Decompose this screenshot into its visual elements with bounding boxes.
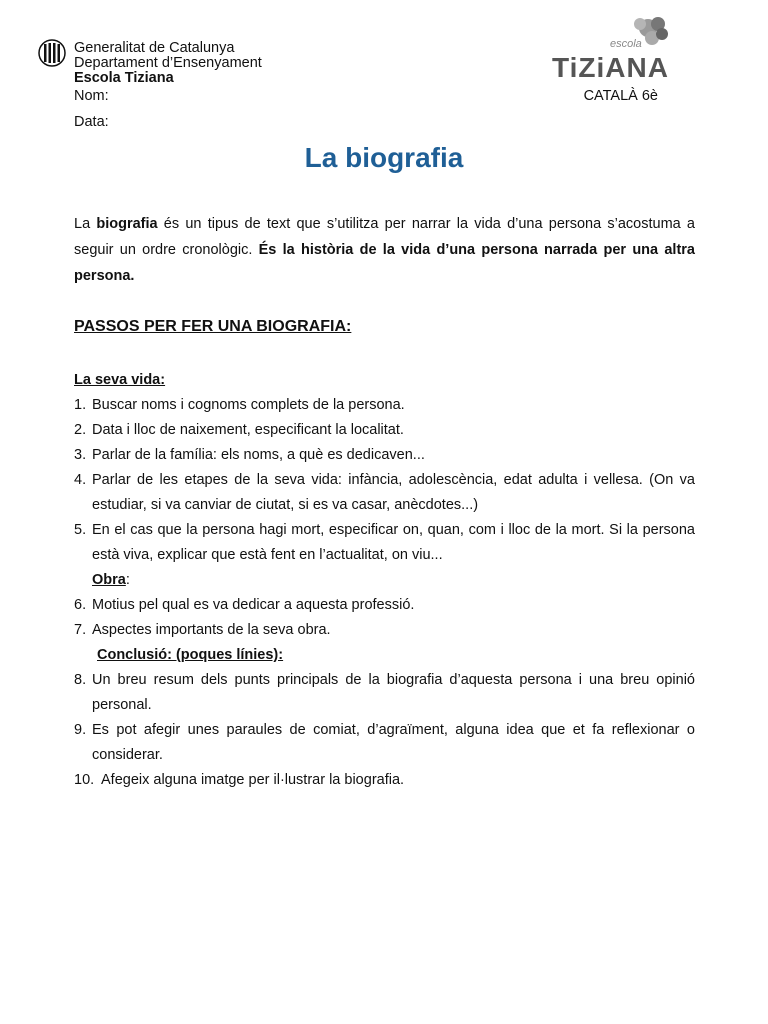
date-field-label: Data: (74, 114, 109, 130)
subheading-work (74, 568, 695, 593)
item-number: 5. (74, 522, 87, 538)
item-text: Un breu resum dels punts principals de la biografia d’aquesta persona i una breu opinió personal. (92, 672, 695, 713)
list-item (74, 393, 695, 418)
list-item (74, 518, 695, 568)
item-number: 8. (74, 672, 87, 688)
intro-bold-definition: És la història de la vida d’una persona narrada per una altra persona. (74, 242, 695, 284)
logo-small-text: escola (610, 38, 642, 50)
item-text: Parlar de la família: els noms, a què es dedicaven... (92, 447, 425, 463)
subheading-conclusion-row (74, 643, 695, 668)
name-field-label: Nom: (74, 88, 109, 104)
list-item (74, 618, 695, 643)
item-text: Es pot afegir unes paraules de comiat, d’agraïment, alguna idea que et fa reflexionar o considerar. (92, 722, 695, 763)
item-number: 3. (74, 447, 87, 463)
subheading-life: La seva vida: (74, 372, 166, 388)
item-text: En el cas que la persona hagi mort, especificar on, quan, com i lloc de la mort. Si la persona està viva, explicar que està fent en l’actualitat, on viu... (92, 522, 695, 563)
item-number: 4. (74, 472, 87, 488)
list-item (74, 718, 695, 768)
page-title: La biografia (304, 142, 464, 173)
institution-block (74, 41, 262, 86)
item-number: 10. (74, 772, 95, 788)
list-item (74, 593, 695, 618)
item-text: Data i lloc de naixement, especificant la localitat. (92, 422, 404, 438)
item-number: 7. (74, 622, 87, 638)
intro-bold-term: biografia (96, 216, 158, 232)
intro-paragraph (74, 211, 695, 289)
item-text: Motius pel qual es va dedicar a aquesta professió. (92, 597, 415, 613)
logo-big-text: TiZiANA (552, 52, 669, 83)
list-item (74, 468, 695, 518)
list-item (74, 768, 695, 793)
item-number: 6. (74, 597, 87, 613)
item-text: Afegeix alguna imatge per il·lustrar la biografia. (101, 772, 405, 788)
intro-text-a: La (74, 216, 97, 232)
intro-text-b: és un tipus de text que s’utilitza per narrar la vida d’una persona s’acostuma a seguir un ordre cronològic. (74, 216, 695, 258)
item-text: Parlar de les etapes de la seva vida: infància, adolescència, edat adulta i vellesa. (On va estudiar, si va canviar de ciutat, si es va casar, anècdotes...) (92, 472, 695, 513)
list-item (74, 668, 695, 718)
item-text: Buscar noms i cognoms complets de la persona. (92, 397, 405, 413)
item-number: 1. (74, 397, 87, 413)
subheading-work-label: Obra (92, 572, 126, 588)
steps-list (74, 368, 695, 793)
item-text: Aspectes importants de la seva obra. (92, 622, 331, 638)
list-item (74, 418, 695, 443)
section-heading: PASSOS PER FER UNA BIOGRAFIA: (74, 318, 352, 335)
institution-line-2: Departament d’Ensenyament (74, 55, 262, 71)
subheading-conclusion: Conclusió: (poques línies): (97, 647, 284, 663)
generalitat-logo-icon (38, 39, 66, 67)
item-number: 9. (74, 722, 87, 738)
subheading-work-colon: : (125, 572, 130, 588)
item-number: 2. (74, 422, 87, 438)
list-item (74, 443, 695, 468)
course-label: CATALÀ 6è (583, 88, 658, 104)
institution-line-1: Generalitat de Catalunya (74, 40, 235, 56)
school-name: Escola Tiziana (74, 70, 174, 86)
